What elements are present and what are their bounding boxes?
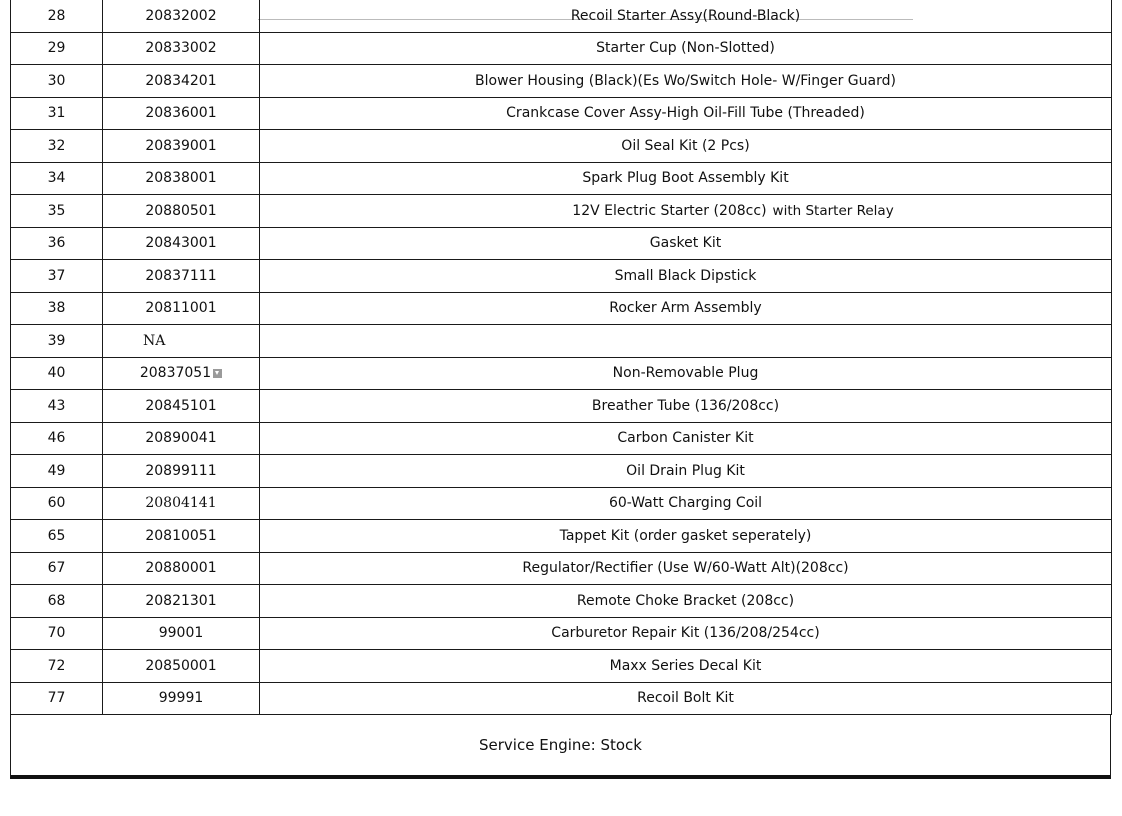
footer-text: Service Engine: Stock [479,736,642,754]
ref-number: 39 [11,325,103,358]
part-description: Carbon Canister Kit [260,422,1112,455]
part-description: Blower Housing (Black)(Es Wo/Switch Hole- W/Finger Guard) [260,65,1112,98]
part-number: 20838001 [103,162,260,195]
table-row [11,325,1112,358]
part-number: 20839001 [103,130,260,163]
part-description-suffix: with Starter Relay [772,202,894,219]
table-row [11,422,1112,455]
table-row [11,585,1112,618]
table-row [11,682,1112,715]
part-number: 20843001 [103,227,260,260]
part-number: 20880001 [103,552,260,585]
table-row [11,97,1112,130]
ref-number: 28 [11,0,103,32]
ref-number: 31 [11,97,103,130]
ref-number: 70 [11,617,103,650]
ref-number: 37 [11,260,103,293]
parts-sheet [10,0,1111,779]
table-row [11,162,1112,195]
table-row [11,65,1112,98]
part-number: NA [103,325,260,358]
part-description: Recoil Starter Assy(Round-Black) [260,0,1112,32]
table-row [11,260,1112,293]
part-description: 12V Electric Starter (208cc) [572,202,767,219]
part-description: Gasket Kit [260,227,1112,260]
table-row [11,520,1112,553]
dropdown-flag-icon [213,369,222,378]
table-row [11,617,1112,650]
part-description [260,325,1112,358]
ref-number: 60 [11,487,103,520]
part-number: 20833002 [103,32,260,65]
part-description: 60-Watt Charging Coil [260,487,1112,520]
part-description: Non-Removable Plug [260,357,1112,390]
part-description: Small Black Dipstick [260,260,1112,293]
ref-number: 30 [11,65,103,98]
part-number: 20837051 [139,365,212,382]
part-description: Maxx Series Decal Kit [260,650,1112,683]
table-row [11,552,1112,585]
ref-number: 35 [11,195,103,228]
ref-number: 34 [11,162,103,195]
ref-number: 72 [11,650,103,683]
table-row [11,227,1112,260]
table-row [11,390,1112,423]
part-description: Breather Tube (136/208cc) [260,390,1112,423]
part-description: Starter Cup (Non-Slotted) [260,32,1112,65]
part-number: 20880501 [103,195,260,228]
table-row [11,130,1112,163]
ref-number: 65 [11,520,103,553]
part-number: 20821301 [103,585,260,618]
table-row [11,0,1112,32]
part-description-cell [260,195,1112,228]
part-number: 20810051 [103,520,260,553]
ref-number: 43 [11,390,103,423]
part-number: 20850001 [103,650,260,683]
part-number: 20804141 [103,487,260,520]
ref-number: 32 [11,130,103,163]
table-row [11,487,1112,520]
table-row [11,455,1112,488]
part-number-cell [103,357,260,390]
part-number: 20811001 [103,292,260,325]
part-description: Oil Seal Kit (2 Pcs) [260,130,1112,163]
ref-number: 49 [11,455,103,488]
ref-number: 46 [11,422,103,455]
part-description: Recoil Bolt Kit [260,682,1112,715]
service-engine-footer [10,715,1111,779]
part-description: Crankcase Cover Assy-High Oil-Fill Tube (Threaded) [260,97,1112,130]
table-row [11,357,1112,390]
part-number: 20834201 [103,65,260,98]
parts-table [10,0,1112,715]
part-description: Regulator/Rectifier (Use W/60-Watt Alt)(208cc) [260,552,1112,585]
ref-number: 38 [11,292,103,325]
part-description: Carburetor Repair Kit (136/208/254cc) [260,617,1112,650]
part-description: Oil Drain Plug Kit [260,455,1112,488]
table-row [11,650,1112,683]
table-row [11,195,1112,228]
ref-number: 29 [11,32,103,65]
part-number: 20899111 [103,455,260,488]
part-description: Tappet Kit (order gasket seperately) [260,520,1112,553]
ref-number: 40 [11,357,103,390]
ref-number: 68 [11,585,103,618]
ref-number: 67 [11,552,103,585]
part-number: 20837111 [103,260,260,293]
part-description: Rocker Arm Assembly [260,292,1112,325]
table-row [11,32,1112,65]
part-number: 20890041 [103,422,260,455]
ref-number: 36 [11,227,103,260]
part-number: 20836001 [103,97,260,130]
part-number: 20832002 [103,0,260,32]
part-number: 99001 [103,617,260,650]
part-number: 99991 [103,682,260,715]
part-description: Spark Plug Boot Assembly Kit [260,162,1112,195]
part-number: 20845101 [103,390,260,423]
table-row [11,292,1112,325]
part-description: Remote Choke Bracket (208cc) [260,585,1112,618]
ref-number: 77 [11,682,103,715]
